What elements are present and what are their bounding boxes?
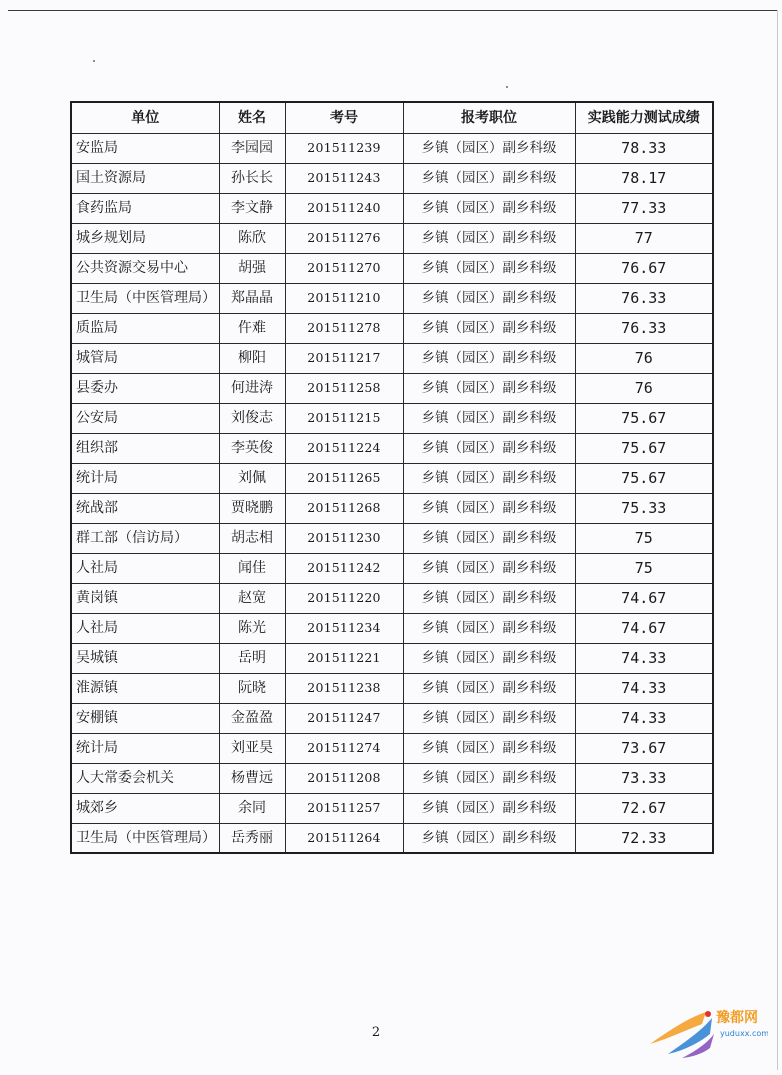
position-cell: 乡镇（园区）副乡科级 xyxy=(403,373,575,403)
unit-cell: 人大常委会机关 xyxy=(71,763,219,793)
header-row xyxy=(71,102,713,133)
score-cell: 75.67 xyxy=(575,433,713,463)
name-cell: 胡强 xyxy=(219,253,285,283)
unit-cell: 统计局 xyxy=(71,463,219,493)
exam-id-cell: 201511217 xyxy=(285,343,403,373)
score-cell: 75 xyxy=(575,553,713,583)
exam-id-cell: 201511276 xyxy=(285,223,403,253)
score-cell: 75.67 xyxy=(575,403,713,433)
table-header xyxy=(71,102,713,133)
unit-cell: 公共资源交易中心 xyxy=(71,253,219,283)
unit-cell: 食药监局 xyxy=(71,193,219,223)
table-row xyxy=(71,433,713,463)
unit-cell: 黄岗镇 xyxy=(71,583,219,613)
exam-id-cell: 201511247 xyxy=(285,703,403,733)
position-cell: 乡镇（园区）副乡科级 xyxy=(403,703,575,733)
name-cell: 李文静 xyxy=(219,193,285,223)
unit-cell: 组织部 xyxy=(71,433,219,463)
name-cell: 杨曹远 xyxy=(219,763,285,793)
exam-id-cell: 201511238 xyxy=(285,673,403,703)
position-cell: 乡镇（园区）副乡科级 xyxy=(403,673,575,703)
score-cell: 76 xyxy=(575,343,713,373)
name-cell: 柳阳 xyxy=(219,343,285,373)
score-cell: 74.33 xyxy=(575,673,713,703)
name-cell: 闻佳 xyxy=(219,553,285,583)
header-unit: 单位 xyxy=(71,102,219,133)
exam-id-cell: 201511257 xyxy=(285,793,403,823)
position-cell: 乡镇（园区）副乡科级 xyxy=(403,763,575,793)
position-cell: 乡镇（园区）副乡科级 xyxy=(403,253,575,283)
position-cell: 乡镇（园区）副乡科级 xyxy=(403,733,575,763)
name-cell: 仵难 xyxy=(219,313,285,343)
exam-id-cell: 201511210 xyxy=(285,283,403,313)
scan-speck xyxy=(93,60,95,62)
position-cell: 乡镇（园区）副乡科级 xyxy=(403,823,575,853)
name-cell: 陈欣 xyxy=(219,223,285,253)
name-cell: 陈光 xyxy=(219,613,285,643)
name-cell: 刘佩 xyxy=(219,463,285,493)
unit-cell: 卫生局（中医管理局） xyxy=(71,823,219,853)
exam-id-cell: 201511270 xyxy=(285,253,403,283)
unit-cell: 人社局 xyxy=(71,613,219,643)
table-row xyxy=(71,763,713,793)
exam-id-cell: 201511230 xyxy=(285,523,403,553)
page-edge-right xyxy=(777,10,778,1070)
name-cell: 刘亚昊 xyxy=(219,733,285,763)
exam-id-cell: 201511240 xyxy=(285,193,403,223)
exam-id-cell: 201511208 xyxy=(285,763,403,793)
exam-id-cell: 201511243 xyxy=(285,163,403,193)
table-row xyxy=(71,253,713,283)
header-exam-id: 考号 xyxy=(285,102,403,133)
name-cell: 郑晶晶 xyxy=(219,283,285,313)
table-row xyxy=(71,223,713,253)
position-cell: 乡镇（园区）副乡科级 xyxy=(403,463,575,493)
unit-cell: 城乡规划局 xyxy=(71,223,219,253)
unit-cell: 县委办 xyxy=(71,373,219,403)
name-cell: 赵宽 xyxy=(219,583,285,613)
score-cell: 73.33 xyxy=(575,763,713,793)
position-cell: 乡镇（园区）副乡科级 xyxy=(403,223,575,253)
score-cell: 78.17 xyxy=(575,163,713,193)
exam-id-cell: 201511221 xyxy=(285,643,403,673)
score-cell: 72.33 xyxy=(575,823,713,853)
score-cell: 74.67 xyxy=(575,583,713,613)
exam-id-cell: 201511224 xyxy=(285,433,403,463)
score-cell: 74.33 xyxy=(575,643,713,673)
exam-id-cell: 201511220 xyxy=(285,583,403,613)
score-cell: 77.33 xyxy=(575,193,713,223)
unit-cell: 安棚镇 xyxy=(71,703,219,733)
table-row xyxy=(71,133,713,163)
exam-id-cell: 201511265 xyxy=(285,463,403,493)
unit-cell: 淮源镇 xyxy=(71,673,219,703)
watermark-icon xyxy=(648,1000,768,1060)
unit-cell: 吴城镇 xyxy=(71,643,219,673)
position-cell: 乡镇（园区）副乡科级 xyxy=(403,523,575,553)
score-cell: 75.67 xyxy=(575,463,713,493)
name-cell: 刘俊志 xyxy=(219,403,285,433)
score-cell: 76.33 xyxy=(575,313,713,343)
exam-id-cell: 201511268 xyxy=(285,493,403,523)
table-row xyxy=(71,703,713,733)
position-cell: 乡镇（园区）副乡科级 xyxy=(403,613,575,643)
score-cell: 76 xyxy=(575,373,713,403)
position-cell: 乡镇（园区）副乡科级 xyxy=(403,493,575,523)
score-cell: 74.67 xyxy=(575,613,713,643)
unit-cell: 公安局 xyxy=(71,403,219,433)
watermark-logo xyxy=(648,1000,768,1060)
score-cell: 72.67 xyxy=(575,793,713,823)
name-cell: 李园园 xyxy=(219,133,285,163)
exam-id-cell: 201511258 xyxy=(285,373,403,403)
score-cell: 73.67 xyxy=(575,733,713,763)
table-row xyxy=(71,163,713,193)
table-body xyxy=(71,133,713,853)
position-cell: 乡镇（园区）副乡科级 xyxy=(403,793,575,823)
position-cell: 乡镇（园区）副乡科级 xyxy=(403,163,575,193)
name-cell: 岳秀丽 xyxy=(219,823,285,853)
page-number: 2 xyxy=(371,1025,381,1040)
name-cell: 余同 xyxy=(219,793,285,823)
name-cell: 岳明 xyxy=(219,643,285,673)
name-cell: 何进涛 xyxy=(219,373,285,403)
position-cell: 乡镇（园区）副乡科级 xyxy=(403,433,575,463)
exam-id-cell: 201511274 xyxy=(285,733,403,763)
table-row xyxy=(71,493,713,523)
position-cell: 乡镇（园区）副乡科级 xyxy=(403,643,575,673)
header-name: 姓名 xyxy=(219,102,285,133)
name-cell: 李英俊 xyxy=(219,433,285,463)
name-cell: 贾晓鹏 xyxy=(219,493,285,523)
unit-cell: 群工部（信访局） xyxy=(71,523,219,553)
header-score: 实践能力测试成绩 xyxy=(575,102,713,133)
unit-cell: 安监局 xyxy=(71,133,219,163)
position-cell: 乡镇（园区）副乡科级 xyxy=(403,583,575,613)
name-cell: 胡志相 xyxy=(219,523,285,553)
table-row xyxy=(71,343,713,373)
table-row xyxy=(71,373,713,403)
exam-id-cell: 201511278 xyxy=(285,313,403,343)
table-row xyxy=(71,583,713,613)
exam-id-cell: 201511215 xyxy=(285,403,403,433)
score-cell: 76.33 xyxy=(575,283,713,313)
exam-id-cell: 201511264 xyxy=(285,823,403,853)
position-cell: 乡镇（园区）副乡科级 xyxy=(403,313,575,343)
table-row xyxy=(71,673,713,703)
exam-id-cell: 201511242 xyxy=(285,553,403,583)
table-row xyxy=(71,823,713,853)
table-row xyxy=(71,793,713,823)
unit-cell: 统战部 xyxy=(71,493,219,523)
score-cell: 76.67 xyxy=(575,253,713,283)
unit-cell: 城管局 xyxy=(71,343,219,373)
scan-speck xyxy=(506,86,508,88)
score-cell: 75.33 xyxy=(575,493,713,523)
table-row xyxy=(71,463,713,493)
name-cell: 阮晓 xyxy=(219,673,285,703)
unit-cell: 人社局 xyxy=(71,553,219,583)
table-row xyxy=(71,313,713,343)
table-row xyxy=(71,523,713,553)
unit-cell: 城郊乡 xyxy=(71,793,219,823)
table-row xyxy=(71,283,713,313)
table-row xyxy=(71,403,713,433)
table-row xyxy=(71,733,713,763)
svg-text:yuduxx.com: yuduxx.com xyxy=(720,1029,768,1038)
table-row xyxy=(71,613,713,643)
exam-id-cell: 201511234 xyxy=(285,613,403,643)
position-cell: 乡镇（园区）副乡科级 xyxy=(403,343,575,373)
score-cell: 74.33 xyxy=(575,703,713,733)
exam-id-cell: 201511239 xyxy=(285,133,403,163)
position-cell: 乡镇（园区）副乡科级 xyxy=(403,133,575,163)
position-cell: 乡镇（园区）副乡科级 xyxy=(403,193,575,223)
score-table xyxy=(70,101,714,854)
score-cell: 78.33 xyxy=(575,133,713,163)
header-position: 报考职位 xyxy=(403,102,575,133)
page-edge-top xyxy=(8,10,778,11)
unit-cell: 质监局 xyxy=(71,313,219,343)
name-cell: 金盈盈 xyxy=(219,703,285,733)
svg-text:豫都网: 豫都网 xyxy=(716,1010,758,1026)
score-cell: 75 xyxy=(575,523,713,553)
position-cell: 乡镇（园区）副乡科级 xyxy=(403,553,575,583)
unit-cell: 国土资源局 xyxy=(71,163,219,193)
table-row xyxy=(71,553,713,583)
table-row xyxy=(71,193,713,223)
unit-cell: 卫生局（中医管理局） xyxy=(71,283,219,313)
unit-cell: 统计局 xyxy=(71,733,219,763)
table-row xyxy=(71,643,713,673)
name-cell: 孙长长 xyxy=(219,163,285,193)
position-cell: 乡镇（园区）副乡科级 xyxy=(403,283,575,313)
score-cell: 77 xyxy=(575,223,713,253)
score-table-container xyxy=(70,101,712,854)
position-cell: 乡镇（园区）副乡科级 xyxy=(403,403,575,433)
